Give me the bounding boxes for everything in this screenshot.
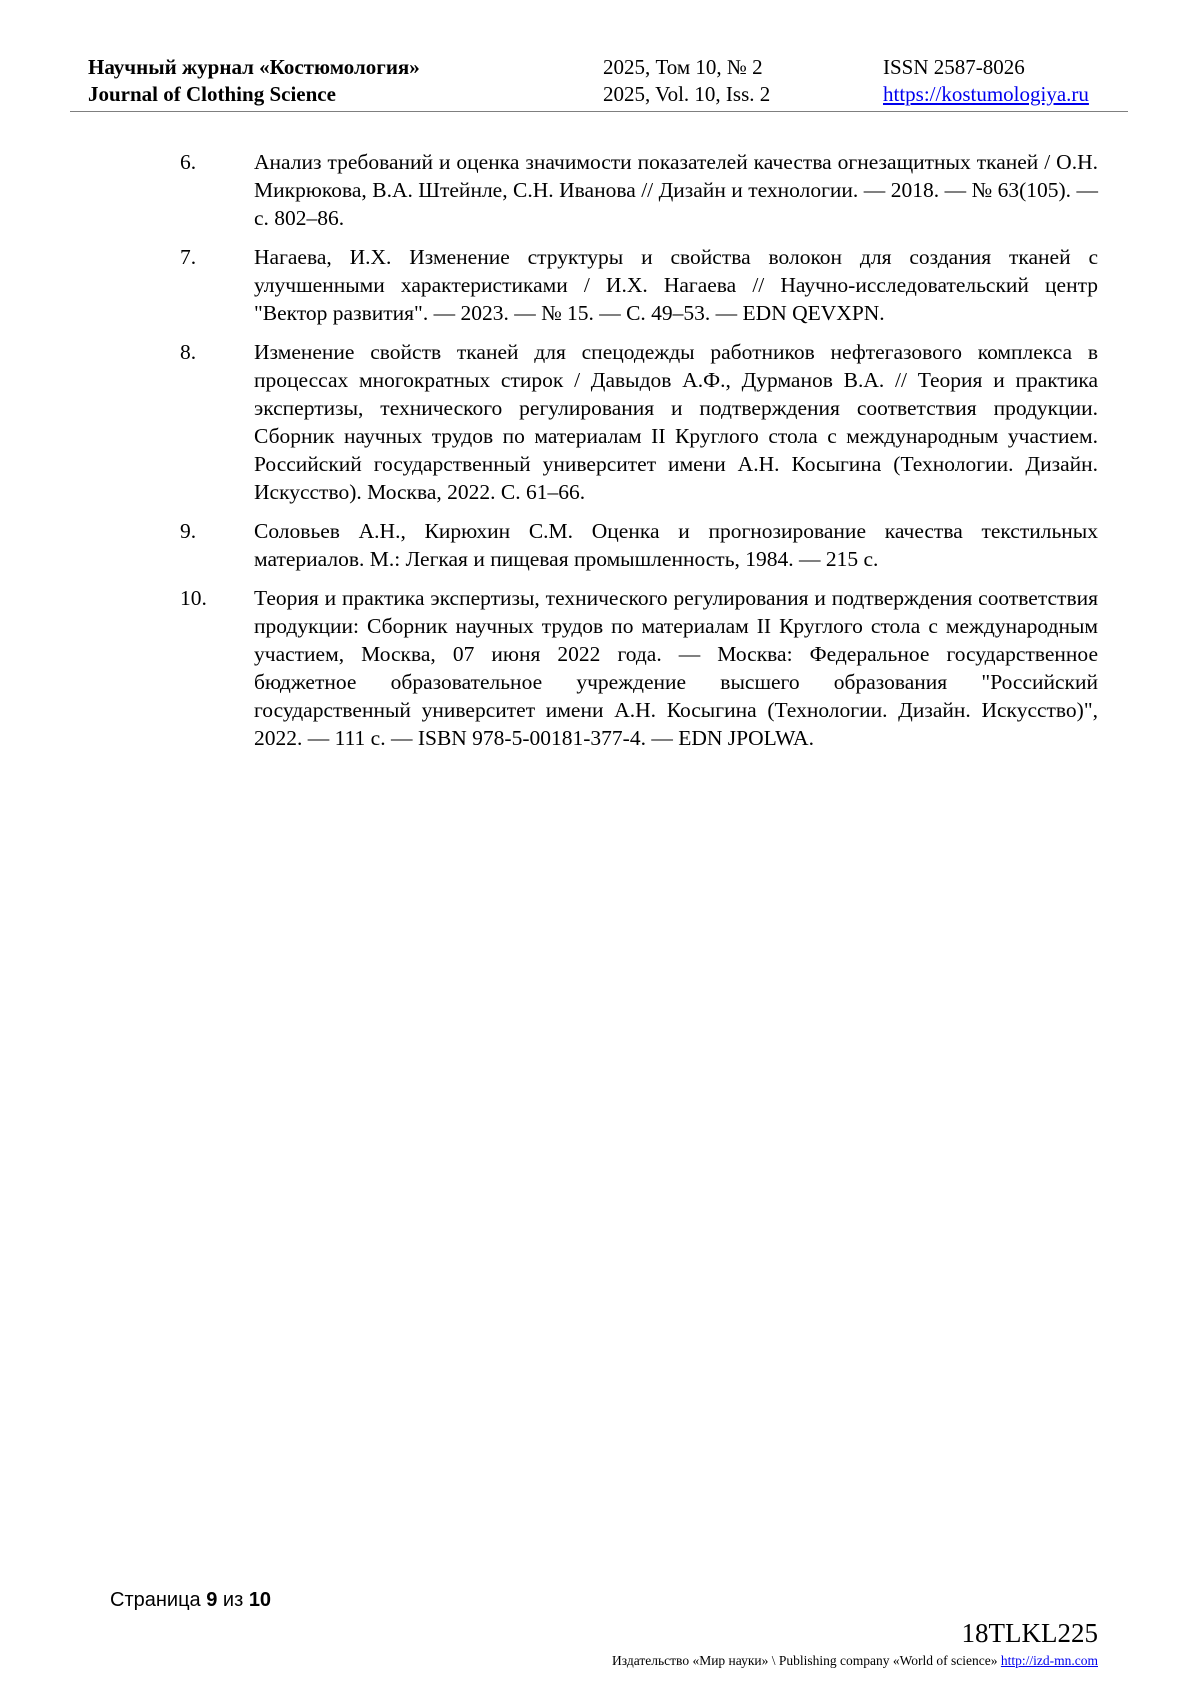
page-of: из bbox=[222, 1589, 244, 1611]
page-word: Страница bbox=[110, 1589, 201, 1611]
reference-text: Нагаева, И.Х. Изменение структуры и свойства волокон для создания тканей с улучшенными характеристиками / И.Х. Нагаева // Научно-исследовательский центр "Вектор развития". — 2023. — № 15. — С. 49–53. — EDN QEVXPN. bbox=[254, 245, 1098, 325]
journal-title-ru: Научный журнал «Костюмология» bbox=[88, 55, 420, 79]
reference-item bbox=[180, 338, 1098, 506]
volume-en: 2025, Vol. 10, Iss. 2 bbox=[603, 82, 771, 106]
reference-item bbox=[180, 243, 1098, 327]
reference-list bbox=[180, 148, 1098, 763]
issn-number: ISSN 2587-8026 bbox=[883, 55, 1025, 79]
page-counter bbox=[110, 1588, 271, 1612]
volume-ru: 2025, Том 10, № 2 bbox=[603, 55, 763, 79]
page-total: 10 bbox=[248, 1589, 272, 1611]
publisher-line bbox=[612, 1653, 1098, 1669]
page-header bbox=[88, 54, 1122, 108]
journal-title-en: Journal of Clothing Science bbox=[88, 82, 336, 106]
reference-number: 6. bbox=[180, 150, 197, 174]
publisher-text: Издательство «Мир науки» \ Publishing company «World of science» bbox=[612, 1653, 998, 1668]
issn-block bbox=[883, 54, 1089, 108]
journal-title-block bbox=[88, 54, 420, 108]
reference-number: 10. bbox=[180, 586, 207, 610]
journal-site-link[interactable]: https://kostumologiya.ru bbox=[883, 82, 1089, 106]
page-current: 9 bbox=[206, 1589, 218, 1611]
volume-block bbox=[603, 54, 770, 108]
reference-text: Соловьев А.Н., Кирюхин С.М. Оценка и прогнозирование качества текстильных материалов. М.: Легкая и пищевая промышленность, 1984. — 215 с. bbox=[254, 519, 1098, 571]
reference-item bbox=[180, 584, 1098, 752]
header-divider bbox=[70, 111, 1128, 112]
reference-number: 7. bbox=[180, 245, 197, 269]
reference-text: Изменение свойств тканей для спецодежды работников нефтегазового комплекса в процессах многократных стирок / Давыдов А.Ф., Дурманов В.А. // Теория и практика экспертизы, технического регулирования и подтверждения соответствия продукции. Сборник научных трудов по материалам II Круглого стола с международным участием. Российский государственный университет имени А.Н. Косыгина (Технологии. Дизайн. Искусство). Москва, 2022. С. 61–66. bbox=[254, 340, 1098, 504]
publisher-link[interactable]: http://izd-mn.com bbox=[1000, 1653, 1098, 1668]
reference-number: 9. bbox=[180, 519, 197, 543]
reference-item bbox=[180, 148, 1098, 232]
reference-item bbox=[180, 517, 1098, 573]
article-code: 18TLKL225 bbox=[961, 1618, 1098, 1648]
reference-number: 8. bbox=[180, 340, 197, 364]
reference-text: Теория и практика экспертизы, технического регулирования и подтверждения соответствия продукции: Сборник научных трудов по материалам II Круглого стола с международным участием, Москва, 07 июня 2022 года. — Москва: Федеральное государственное бюджетное образовательное учреждение высшего образования "Российский государственный университет имени А.Н. Косыгина (Технологии. Дизайн. Искусство)", 2022. — 111 с. — ISBN 978-5-00181-377-4. — EDN JPOLWA. bbox=[254, 586, 1098, 750]
reference-text: Анализ требований и оценка значимости показателей качества огнезащитных тканей / О.Н. Микрюкова, В.А. Штейнле, С.Н. Иванова // Дизайн и технологии. — 2018. — № 63(105). — с. 802–86. bbox=[254, 150, 1098, 230]
